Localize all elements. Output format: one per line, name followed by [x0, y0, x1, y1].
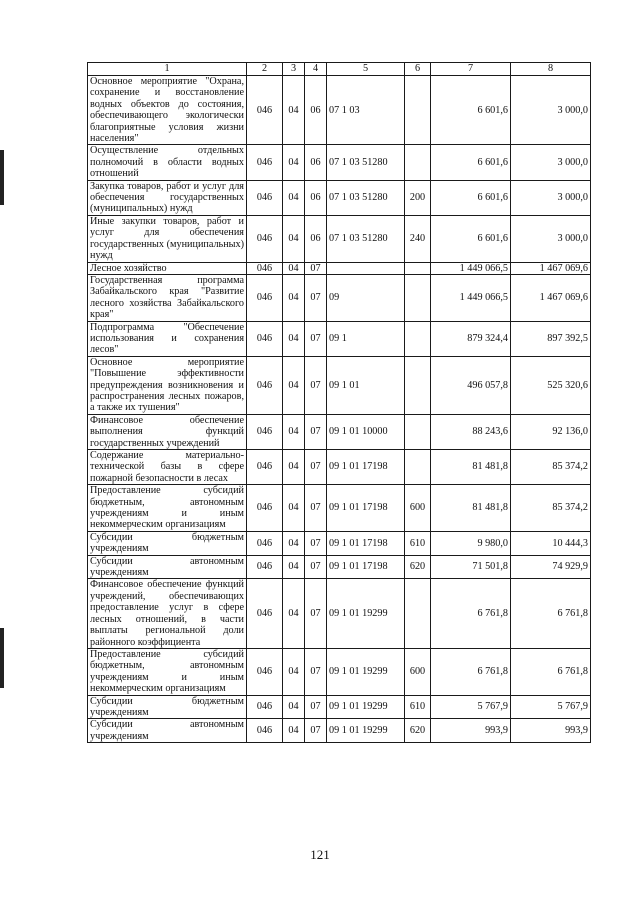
target-article-cell: 09 1 01 10000: [327, 414, 405, 449]
table-row: [88, 356, 591, 414]
table-body: [88, 76, 591, 743]
row-name-cell: Предоставление субсидий бюджетным, автономным учреждениям и иным некоммерческим организациям: [88, 648, 247, 695]
row-name-cell: Субсидии автономным учреждениям: [88, 555, 247, 579]
amount-cell: 1 449 066,5: [431, 262, 511, 274]
table-row: [88, 485, 591, 532]
section-code-cell: 04: [283, 485, 305, 532]
row-name-cell: Субсидии бюджетным учреждениям: [88, 695, 247, 719]
subsection-code-cell: 07: [305, 356, 327, 414]
amount-cell: 10 444,3: [511, 531, 591, 555]
subsection-code-cell: 07: [305, 719, 327, 743]
amount-cell: 897 392,5: [511, 321, 591, 356]
admin-code-cell: 046: [247, 215, 283, 262]
row-name-cell: Основное мероприятие "Охрана, сохранение и восстановление водных объектов до состояния, обеспечивающего экологически благоприятные условия жизни населения": [88, 76, 247, 145]
admin-code-cell: 046: [247, 695, 283, 719]
amount-cell: 6 761,8: [431, 648, 511, 695]
target-article-cell: 07 1 03: [327, 76, 405, 145]
section-code-cell: 04: [283, 145, 305, 180]
section-code-cell: 04: [283, 695, 305, 719]
row-name-cell: Субсидии бюджетным учреждениям: [88, 531, 247, 555]
row-name-cell: Государственная программа Забайкальского края "Развитие лесного хозяйства Забайкальского края": [88, 274, 247, 321]
subsection-code-cell: 07: [305, 695, 327, 719]
admin-code-cell: 046: [247, 485, 283, 532]
row-name-cell: Финансовое обеспечение выполнения функций государственных учреждений: [88, 414, 247, 449]
target-article-cell: 09 1 01 19299: [327, 648, 405, 695]
amount-cell: 6 601,6: [431, 145, 511, 180]
amount-cell: 85 374,2: [511, 485, 591, 532]
subsection-code-cell: 06: [305, 76, 327, 145]
amount-cell: 74 929,9: [511, 555, 591, 579]
subsection-code-cell: 06: [305, 215, 327, 262]
expense-type-cell: 600: [405, 648, 431, 695]
amount-cell: 3 000,0: [511, 76, 591, 145]
admin-code-cell: 046: [247, 579, 283, 648]
column-header: 1: [88, 63, 247, 76]
table-row: [88, 531, 591, 555]
table-row: [88, 274, 591, 321]
table-row: [88, 450, 591, 485]
section-code-cell: 04: [283, 274, 305, 321]
target-article-cell: [327, 262, 405, 274]
target-article-cell: 09 1 01 17198: [327, 555, 405, 579]
subsection-code-cell: 07: [305, 274, 327, 321]
subsection-code-cell: 07: [305, 485, 327, 532]
target-article-cell: 07 1 03 51280: [327, 145, 405, 180]
row-name-cell: Лесное хозяйство: [88, 262, 247, 274]
admin-code-cell: 046: [247, 450, 283, 485]
admin-code-cell: 046: [247, 76, 283, 145]
section-code-cell: 04: [283, 356, 305, 414]
amount-cell: 92 136,0: [511, 414, 591, 449]
target-article-cell: 09 1 01 17198: [327, 485, 405, 532]
section-code-cell: 04: [283, 531, 305, 555]
expense-type-cell: 620: [405, 555, 431, 579]
subsection-code-cell: 07: [305, 450, 327, 485]
expense-type-cell: [405, 450, 431, 485]
admin-code-cell: 046: [247, 262, 283, 274]
target-article-cell: 09 1 01 17198: [327, 531, 405, 555]
column-header: 3: [283, 63, 305, 76]
expense-type-cell: [405, 76, 431, 145]
amount-cell: 1 449 066,5: [431, 274, 511, 321]
subsection-code-cell: 07: [305, 414, 327, 449]
amount-cell: 3 000,0: [511, 215, 591, 262]
admin-code-cell: 046: [247, 719, 283, 743]
table-row: [88, 321, 591, 356]
table-row: [88, 76, 591, 145]
subsection-code-cell: 07: [305, 579, 327, 648]
expense-type-cell: [405, 356, 431, 414]
table-row: [88, 145, 591, 180]
row-name-cell: Подпрограмма "Обеспечение использования и сохранения лесов": [88, 321, 247, 356]
table-row: [88, 579, 591, 648]
section-code-cell: 04: [283, 262, 305, 274]
amount-cell: 6 601,6: [431, 215, 511, 262]
expense-type-cell: [405, 145, 431, 180]
subsection-code-cell: 06: [305, 145, 327, 180]
amount-cell: 6 761,8: [511, 579, 591, 648]
section-code-cell: 04: [283, 321, 305, 356]
section-code-cell: 04: [283, 215, 305, 262]
subsection-code-cell: 07: [305, 262, 327, 274]
admin-code-cell: 046: [247, 274, 283, 321]
table-row: [88, 262, 591, 274]
amount-cell: 71 501,8: [431, 555, 511, 579]
target-article-cell: 09 1: [327, 321, 405, 356]
section-code-cell: 04: [283, 719, 305, 743]
row-name-cell: Содержание материально-технической базы в сфере пожарной безопасности в лесах: [88, 450, 247, 485]
admin-code-cell: 046: [247, 356, 283, 414]
table-row: [88, 719, 591, 743]
column-header: 7: [431, 63, 511, 76]
column-header: 4: [305, 63, 327, 76]
expense-type-cell: 610: [405, 695, 431, 719]
table-row: [88, 555, 591, 579]
section-code-cell: 04: [283, 648, 305, 695]
target-article-cell: 09 1 01 19299: [327, 695, 405, 719]
amount-cell: 6 601,6: [431, 76, 511, 145]
target-article-cell: 09: [327, 274, 405, 321]
amount-cell: 6 761,8: [511, 648, 591, 695]
subsection-code-cell: 07: [305, 648, 327, 695]
target-article-cell: 07 1 03 51280: [327, 180, 405, 215]
expense-type-cell: [405, 274, 431, 321]
target-article-cell: 09 1 01 19299: [327, 579, 405, 648]
subsection-code-cell: 07: [305, 555, 327, 579]
amount-cell: 88 243,6: [431, 414, 511, 449]
target-article-cell: 09 1 01 17198: [327, 450, 405, 485]
amount-cell: 9 980,0: [431, 531, 511, 555]
amount-cell: 6 761,8: [431, 579, 511, 648]
table-row: [88, 414, 591, 449]
admin-code-cell: 046: [247, 648, 283, 695]
section-code-cell: 04: [283, 555, 305, 579]
expense-type-cell: 240: [405, 215, 431, 262]
expense-type-cell: 600: [405, 485, 431, 532]
row-name-cell: Закупка товаров, работ и услуг для обеспечения государственных (муниципальных) нужд: [88, 180, 247, 215]
row-name-cell: Иные закупки товаров, работ и услуг для обеспечения государственных (муниципальных) нужд: [88, 215, 247, 262]
amount-cell: 85 374,2: [511, 450, 591, 485]
expense-type-cell: [405, 579, 431, 648]
row-name-cell: Основное мероприятие "Повышение эффективности предупреждения возникновения и распространения лесных пожаров, а также их тушения": [88, 356, 247, 414]
expense-type-cell: [405, 262, 431, 274]
amount-cell: 3 000,0: [511, 180, 591, 215]
section-code-cell: 04: [283, 450, 305, 485]
amount-cell: 1 467 069,6: [511, 274, 591, 321]
admin-code-cell: 046: [247, 414, 283, 449]
section-code-cell: 04: [283, 76, 305, 145]
scan-edge-mark: [0, 628, 4, 688]
expense-type-cell: 620: [405, 719, 431, 743]
row-name-cell: Финансовое обеспечение функций учреждений, обеспечивающих предоставление услуг в сфере лесных отношений, в части выплаты региональной доли районного коэффициента: [88, 579, 247, 648]
column-header: 8: [511, 63, 591, 76]
expense-type-cell: 610: [405, 531, 431, 555]
admin-code-cell: 046: [247, 180, 283, 215]
amount-cell: 5 767,9: [511, 695, 591, 719]
admin-code-cell: 046: [247, 555, 283, 579]
admin-code-cell: 046: [247, 531, 283, 555]
amount-cell: 879 324,4: [431, 321, 511, 356]
admin-code-cell: 046: [247, 145, 283, 180]
section-code-cell: 04: [283, 414, 305, 449]
row-name-cell: Осуществление отдельных полномочий в области водных отношений: [88, 145, 247, 180]
subsection-code-cell: 06: [305, 180, 327, 215]
table-row: [88, 695, 591, 719]
amount-cell: 496 057,8: [431, 356, 511, 414]
table-header-row: [88, 63, 591, 76]
section-code-cell: 04: [283, 180, 305, 215]
scan-edge-mark: [0, 150, 4, 205]
amount-cell: 3 000,0: [511, 145, 591, 180]
budget-table: [87, 62, 591, 743]
section-code-cell: 04: [283, 579, 305, 648]
amount-cell: 81 481,8: [431, 485, 511, 532]
target-article-cell: 09 1 01 19299: [327, 719, 405, 743]
amount-cell: 1 467 069,6: [511, 262, 591, 274]
row-name-cell: Субсидии автономным учреждениям: [88, 719, 247, 743]
target-article-cell: 09 1 01: [327, 356, 405, 414]
page-number: 121: [310, 847, 330, 862]
expense-type-cell: 200: [405, 180, 431, 215]
target-article-cell: 07 1 03 51280: [327, 215, 405, 262]
column-header: 5: [327, 63, 405, 76]
table-row: [88, 215, 591, 262]
subsection-code-cell: 07: [305, 321, 327, 356]
amount-cell: 525 320,6: [511, 356, 591, 414]
admin-code-cell: 046: [247, 321, 283, 356]
row-name-cell: Предоставление субсидий бюджетным, автономным учреждениям и иным некоммерческим организациям: [88, 485, 247, 532]
amount-cell: 6 601,6: [431, 180, 511, 215]
table-row: [88, 180, 591, 215]
subsection-code-cell: 07: [305, 531, 327, 555]
expense-type-cell: [405, 321, 431, 356]
amount-cell: 993,9: [511, 719, 591, 743]
amount-cell: 993,9: [431, 719, 511, 743]
table-row: [88, 648, 591, 695]
expense-type-cell: [405, 414, 431, 449]
amount-cell: 5 767,9: [431, 695, 511, 719]
column-header: 2: [247, 63, 283, 76]
amount-cell: 81 481,8: [431, 450, 511, 485]
column-header: 6: [405, 63, 431, 76]
